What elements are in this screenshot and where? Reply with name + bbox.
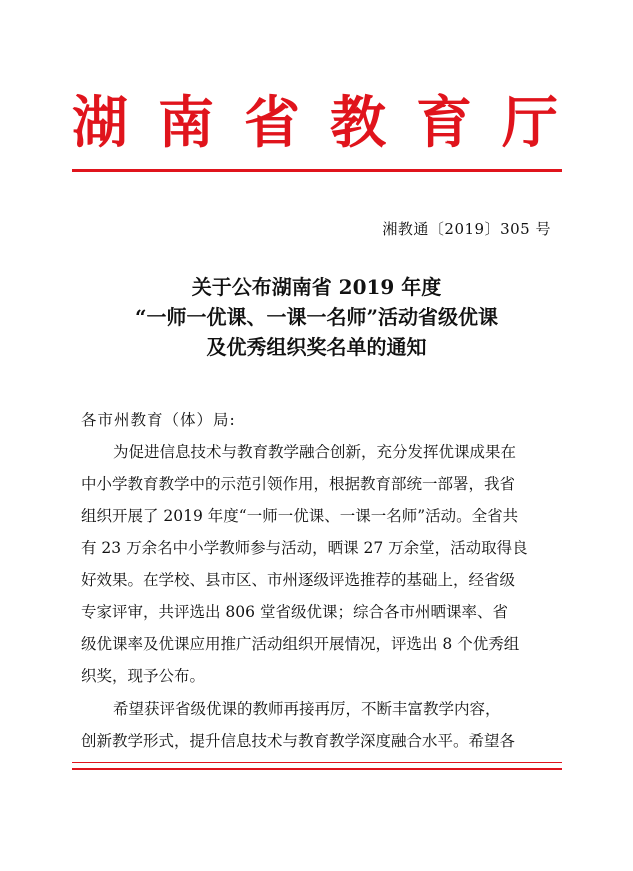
- paragraph-line: 有 23 万余名中小学教师参与活动，晒课 27 万余堂，活动取得良: [81, 539, 528, 557]
- paragraph-line: 好效果。在学校、县市区、市州逐级评选推荐的基础上，经省级: [81, 571, 516, 589]
- masthead-char: 省: [244, 90, 300, 156]
- document-number: 湘教通〔2019〕305 号: [382, 220, 551, 238]
- paragraph-line: 为促进信息技术与教育教学融合创新，充分发挥优课成果在: [113, 443, 517, 461]
- masthead-char: 厅: [502, 90, 558, 156]
- masthead-char: 湖: [72, 90, 128, 156]
- paragraph-line: 创新教学形式，提升信息技术与教育教学深度融合水平。希望各: [81, 732, 516, 750]
- paragraph-line: 希望获评省级优课的教师再接再厉，不断丰富教学内容，: [113, 700, 501, 718]
- masthead-char: 教: [330, 90, 386, 156]
- masthead-title: [72, 88, 558, 158]
- document-title-line: 关于公布湖南省 2019 年度: [191, 275, 442, 299]
- masthead-divider: [72, 169, 562, 172]
- salutation: 各市州教育（体）局:: [81, 411, 236, 429]
- masthead-char: 南: [158, 90, 214, 156]
- body-paragraph-1: [81, 436, 557, 692]
- document-title-line: 及优秀组织奖名单的通知: [206, 335, 427, 359]
- paragraph-line: 组织开展了 2019 年度“一师一优课、一课一名师”活动。全省共: [81, 507, 519, 525]
- masthead-char: 育: [416, 90, 472, 156]
- paragraph-line: 专家评审，共评选出 806 堂省级优课；综合各市州晒课率、省: [81, 603, 508, 621]
- document-title-line: “一师一优课、一课一名师”活动省级优课: [134, 305, 498, 329]
- paragraph-line: 织奖，现予公布。: [81, 667, 206, 685]
- paragraph-line: 中小学教育教学中的示范引领作用，根据教育部统一部署，我省: [81, 475, 516, 493]
- body-paragraph-2: [81, 693, 557, 757]
- footer-divider: [72, 762, 562, 770]
- paragraph-line: 级优课率及优课应用推广活动组织开展情况，评选出 8 个优秀组: [81, 635, 520, 653]
- document-title: [40, 272, 593, 362]
